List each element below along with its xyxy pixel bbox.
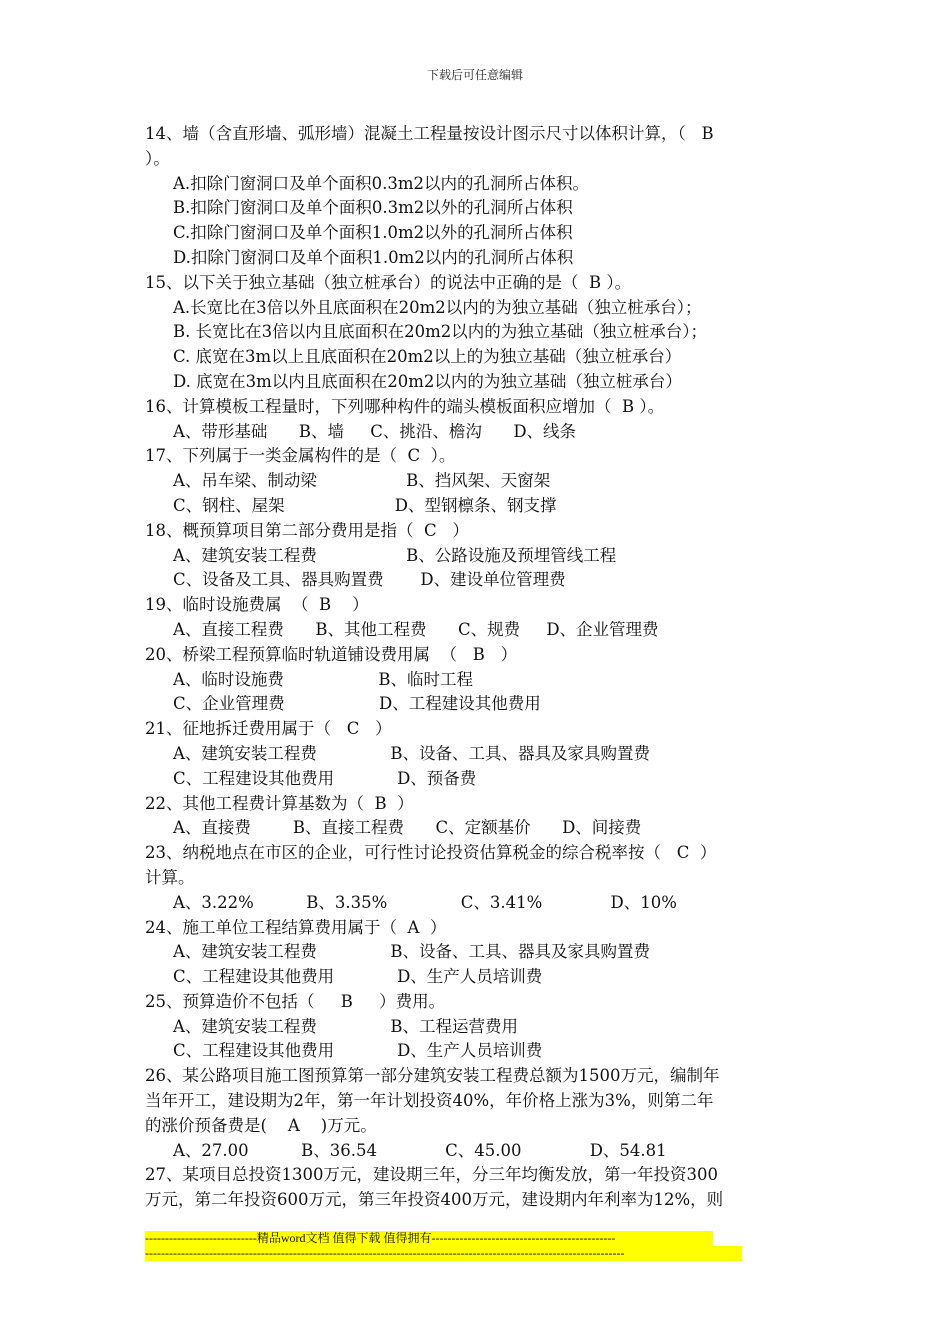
question-line: 的涨价预备费是( A )万元。 xyxy=(145,1115,377,1135)
answer-option-line: A、建筑安装工程费 B、设备、工具、器具及家具购置费 xyxy=(173,743,650,763)
answer-option-line: A.长宽比在3倍以外且底面积在20m2以内的为独立基础（独立桩承台）； xyxy=(173,297,702,317)
answer-option-line: A、吊车梁、制动梁 B、挡风架、天窗架 xyxy=(173,471,551,491)
answer-option-line: A.扣除门窗洞口及单个面积0.3m2以内的孔洞所占体积。 xyxy=(173,173,590,193)
question-line: 16、计算模板工程量时，下列哪种构件的端头模板面积应增加（ B ）。 xyxy=(145,396,665,416)
question-line: 23、纳税地点在市区的企业，可行性讨论投资估算税金的综合税率按（ C ） xyxy=(145,843,717,863)
answer-option-line: C、工程建设其他费用 D、生产人员培训费 xyxy=(173,967,543,987)
answer-option-line: A、建筑安装工程费 B、公路设施及预埋管线工程 xyxy=(173,545,617,565)
question-line: 18、概预算项目第二部分费用是指（ C ） xyxy=(145,520,469,540)
answer-option-line: D. 底宽在3m以内且底面积在20m2以内的为独立基础（独立桩承台） xyxy=(173,371,682,391)
question-line: 21、征地拆迁费用属于（ C ） xyxy=(145,719,392,739)
answer-option-line: A、27.00 B、36.54 C、45.00 D、54.81 xyxy=(173,1140,667,1160)
page-footer xyxy=(145,1231,742,1261)
answer-option-line: C、工程建设其他费用 D、生产人员培训费 xyxy=(173,1041,543,1061)
answer-option-line: A、直接费 B、直接工程费 C、定额基价 D、间接费 xyxy=(173,818,642,838)
question-line: 26、某公路项目施工图预算第一部分建筑安装工程费总额为1500万元，编制年 xyxy=(145,1066,720,1086)
answer-option-line: C.扣除门窗洞口及单个面积1.0m2以外的孔洞所占体积 xyxy=(173,223,573,243)
question-line: 14、墙（含直形墙、弧形墙）混凝土工程量按设计图示尺寸以体积计算，（ B xyxy=(145,124,714,143)
question-line: 计算。 xyxy=(145,867,195,887)
question-line: 25、预算造价不包括（ B ）费用。 xyxy=(145,991,446,1011)
answer-option-line: C. 底宽在3m以上且底面积在20m2以上的为独立基础（独立桩承台） xyxy=(173,347,682,367)
document-body xyxy=(145,122,815,1213)
page-header: 下载后可任意编辑 xyxy=(426,68,523,82)
question-line: 17、下列属于一类金属构件的是（ C ）。 xyxy=(145,446,456,466)
question-line: 当年开工，建设期为2年，第一年计划投资40%，年价格上涨为3%，则第二年 xyxy=(145,1091,714,1111)
answer-option-line: A、带形基础 B、墙 C、挑沿、檐沟 D、线条 xyxy=(173,421,577,441)
question-line: 27、某项目总投资1300万元，建设期三年，分三年均衡发放，第一年投资300 xyxy=(145,1165,718,1185)
answer-option-line: C、工程建设其他费用 D、预备费 xyxy=(173,768,477,788)
question-line: 22、其他工程费计算基数为（ B ） xyxy=(145,793,414,813)
answer-option-line: C、设备及工具、器具购置费 D、建设单位管理费 xyxy=(173,570,566,590)
question-line: 19、临时设施费属 （ B ） xyxy=(145,595,369,615)
question-line: 20、桥梁工程预算临时轨道铺设费用属 （ B ） xyxy=(145,644,518,664)
answer-option-line: B. 长宽比在3倍以内且底面积在20m2以内的为独立基础（独立桩承台）； xyxy=(173,322,708,342)
answer-option-line: A、3.22% B、3.35% C、3.41% D、10% xyxy=(173,892,677,912)
answer-option-line: C、钢柱、屋架 D、型钢檩条、钢支撑 xyxy=(173,495,557,515)
answer-option-line: A、建筑安装工程费 B、设备、工具、器具及家具购置费 xyxy=(173,942,650,962)
footer-divider: ------------------------------------------------------------------------------------------------------------------------ xyxy=(145,1246,742,1261)
answer-option-line: C、企业管理费 D、工程建设其他费用 xyxy=(173,694,541,714)
answer-option-line: A、直接工程费 B、其他工程费 C、规费 D、企业管理费 xyxy=(173,619,659,639)
answer-option-line: A、建筑安装工程费 B、工程运营费用 xyxy=(173,1016,518,1036)
question-line: 24、施工单位工程结算费用属于（ A ） xyxy=(145,917,447,937)
answer-option-line: B.扣除门窗洞口及单个面积0.3m2以外的孔洞所占体积 xyxy=(173,198,573,218)
footer-banner: ----------------------------精品word文档 值得下载 值得拥有---------------------------------------------- xyxy=(145,1231,713,1246)
answer-option-line: A、临时设施费 B、临时工程 xyxy=(173,669,473,689)
answer-option-line: D.扣除门窗洞口及单个面积1.0m2以内的孔洞所占体积 xyxy=(173,247,574,267)
question-line: 15、以下关于独立基础（独立桩承台）的说法中正确的是（ B ）。 xyxy=(145,272,632,292)
question-line: ）。 xyxy=(145,148,170,168)
question-line: 万元，第二年投资600万元，第三年投资400万元，建设期内年利率为12%，则 xyxy=(145,1190,724,1210)
